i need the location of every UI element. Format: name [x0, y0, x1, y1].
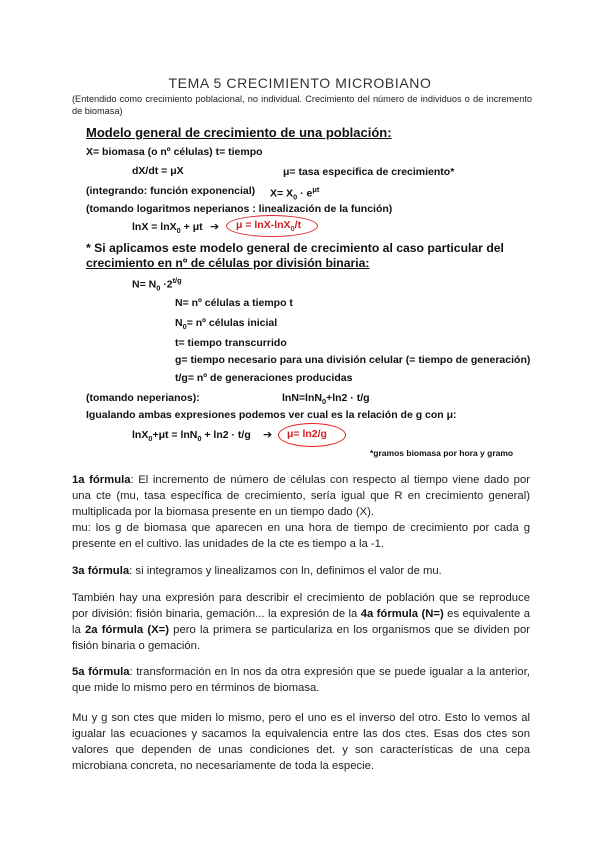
paragraph-text: También hay una expresión para describir el crecimiento de población que se reproduce por división: fisión binaria, gemación... la expresión de la [72, 592, 530, 620]
definition-n: N= nº células a tiempo t [175, 297, 293, 309]
paragraph-text: pero la primera se particulariza en los organismos que se dividen por fisión binaria o gemación. [72, 624, 530, 652]
eq-sub: 0 [182, 322, 187, 332]
note-igualando: Igualando ambas expresiones podemos ver cual es la relación de g con μ: [86, 409, 457, 421]
arrow-icon: ➔ [263, 428, 273, 441]
paragraph-formula-3 [72, 563, 530, 579]
eq-sub: 0 [197, 434, 202, 444]
note-neperianos: (tomando neperianos): [86, 392, 200, 404]
definition-g: g= tiempo necesario para una división celular (= tiempo de generación) [175, 354, 531, 366]
paragraph-formula-1 [72, 472, 530, 520]
paragraph-text: : El incremento de número de células con respecto al tiempo viene dado por una cte (mu, tasa específica de crecimiento, sería igual que R en crecimiento general) multiplicada por la biomasa presente en un tiempo dado (X). [72, 474, 530, 518]
bold-term: 3a fórmula [72, 565, 130, 577]
paragraph-text: : transformación en ln nos da otra expresión que se puede igualar a la anterior, que mide lo mismo pero en términos de biomasa. [72, 666, 530, 694]
eq-part: μ = lnX-lnX [236, 219, 291, 231]
definition-x-t: X= biomasa (o nº células) t= tiempo [86, 146, 263, 158]
page-subtitle: (Entendido como crecimiento poblacional, no individual. Crecimiento del número de individuos o de incremento de biomasa) [72, 94, 532, 116]
eq-sub: 0 [293, 192, 298, 202]
eq-sub: 0 [321, 397, 327, 407]
eq-part: + μt [180, 221, 203, 233]
eq-part: ·2 [160, 278, 173, 291]
eq-sub: 0 [148, 434, 153, 444]
paragraph-text: es equivalente a la [72, 608, 530, 636]
eq-sub: 0 [156, 283, 161, 293]
eq-sup: t/g [172, 276, 182, 285]
note-logaritmos: (tomando logaritmos neperianos : linealización de la función) [86, 203, 393, 215]
page-title: TEMA 5 CRECIMIENTO MICROBIANO [168, 75, 432, 91]
definition-tg: t/g= nº de generaciones producidas [175, 372, 353, 384]
eq-sup: μt [312, 185, 320, 194]
footnote: *gramos biomasa por hora y gramo [370, 448, 514, 458]
eq-part: +ln2 · t/g [326, 392, 370, 404]
eq-part: · e [297, 187, 313, 200]
figure-heading-2-line-1: * Si aplicamos este modelo general de crecimiento al caso particular del [86, 241, 504, 255]
definition-t: t= tiempo transcurrido [175, 337, 287, 349]
bold-term: 1a fórmula [72, 474, 131, 486]
paragraph-text: : si integramos y linealizamos con ln, definimos el valor de mu. [129, 565, 442, 577]
bold-term: 5a fórmula [72, 666, 130, 678]
equation-lnn [282, 392, 370, 406]
paragraph-mu: mu: los g de biomasa que aparecen en una hora de tiempo de crecimiento por cada g presente en el cultivo. las unidades de la cte es tiempo a la -1. [72, 522, 530, 550]
eq-part: N= N [132, 278, 157, 291]
bold-term: 4a fórmula (N=) [360, 608, 444, 620]
eq-part: lnX [132, 429, 149, 441]
equation-final [132, 429, 251, 443]
formula-mu-lnx [236, 219, 301, 233]
formula-mu-ln2g: μ= ln2/g [287, 428, 327, 440]
bold-term: 2a fórmula (X=) [84, 624, 169, 636]
eq-part: = nº células inicial [186, 317, 278, 329]
note-integrando: (integrando: función exponencial) [86, 185, 256, 197]
equation-exponential [270, 185, 319, 202]
eq-part: lnX = lnX [132, 221, 177, 233]
eq-sub: 0 [176, 226, 181, 236]
definition-mu: μ= tasa especifica de crecimiento* [283, 166, 455, 178]
figure-heading-2-line-2: crecimiento en nº de células por división binaria: [86, 256, 370, 270]
eq-sub: 0 [290, 224, 295, 234]
eq-part: +μt = lnN [152, 429, 198, 441]
eq-part: N [175, 317, 183, 329]
figure-heading-1: Modelo general de crecimiento de una población: [86, 125, 392, 140]
paragraph-formula-5 [72, 664, 530, 696]
equation-lnx [132, 221, 203, 235]
paragraph-formula-4 [72, 590, 530, 654]
arrow-icon: ➔ [210, 220, 220, 233]
equation-n [132, 276, 182, 293]
eq-part: lnN=lnN [282, 392, 322, 404]
eq-part: + ln2 · t/g [201, 429, 251, 441]
eq-part: X= X [270, 187, 294, 200]
equation-dxdt: dX/dt = μX [132, 165, 184, 177]
definition-n0 [175, 317, 277, 331]
paragraph-conclusion: Mu y g son ctes que miden lo mismo, pero el uno es el inverso del otro. Esto lo vemos al igualar las ecuaciones y sacamos la equivalencia entre las dos ctes. Esas dos ctes son valores que dependen de unas condiciones det. y son características de una cepa microbiana concreta, no necesariamente de toda la especie. [72, 712, 530, 772]
eq-part: /t [294, 219, 302, 231]
